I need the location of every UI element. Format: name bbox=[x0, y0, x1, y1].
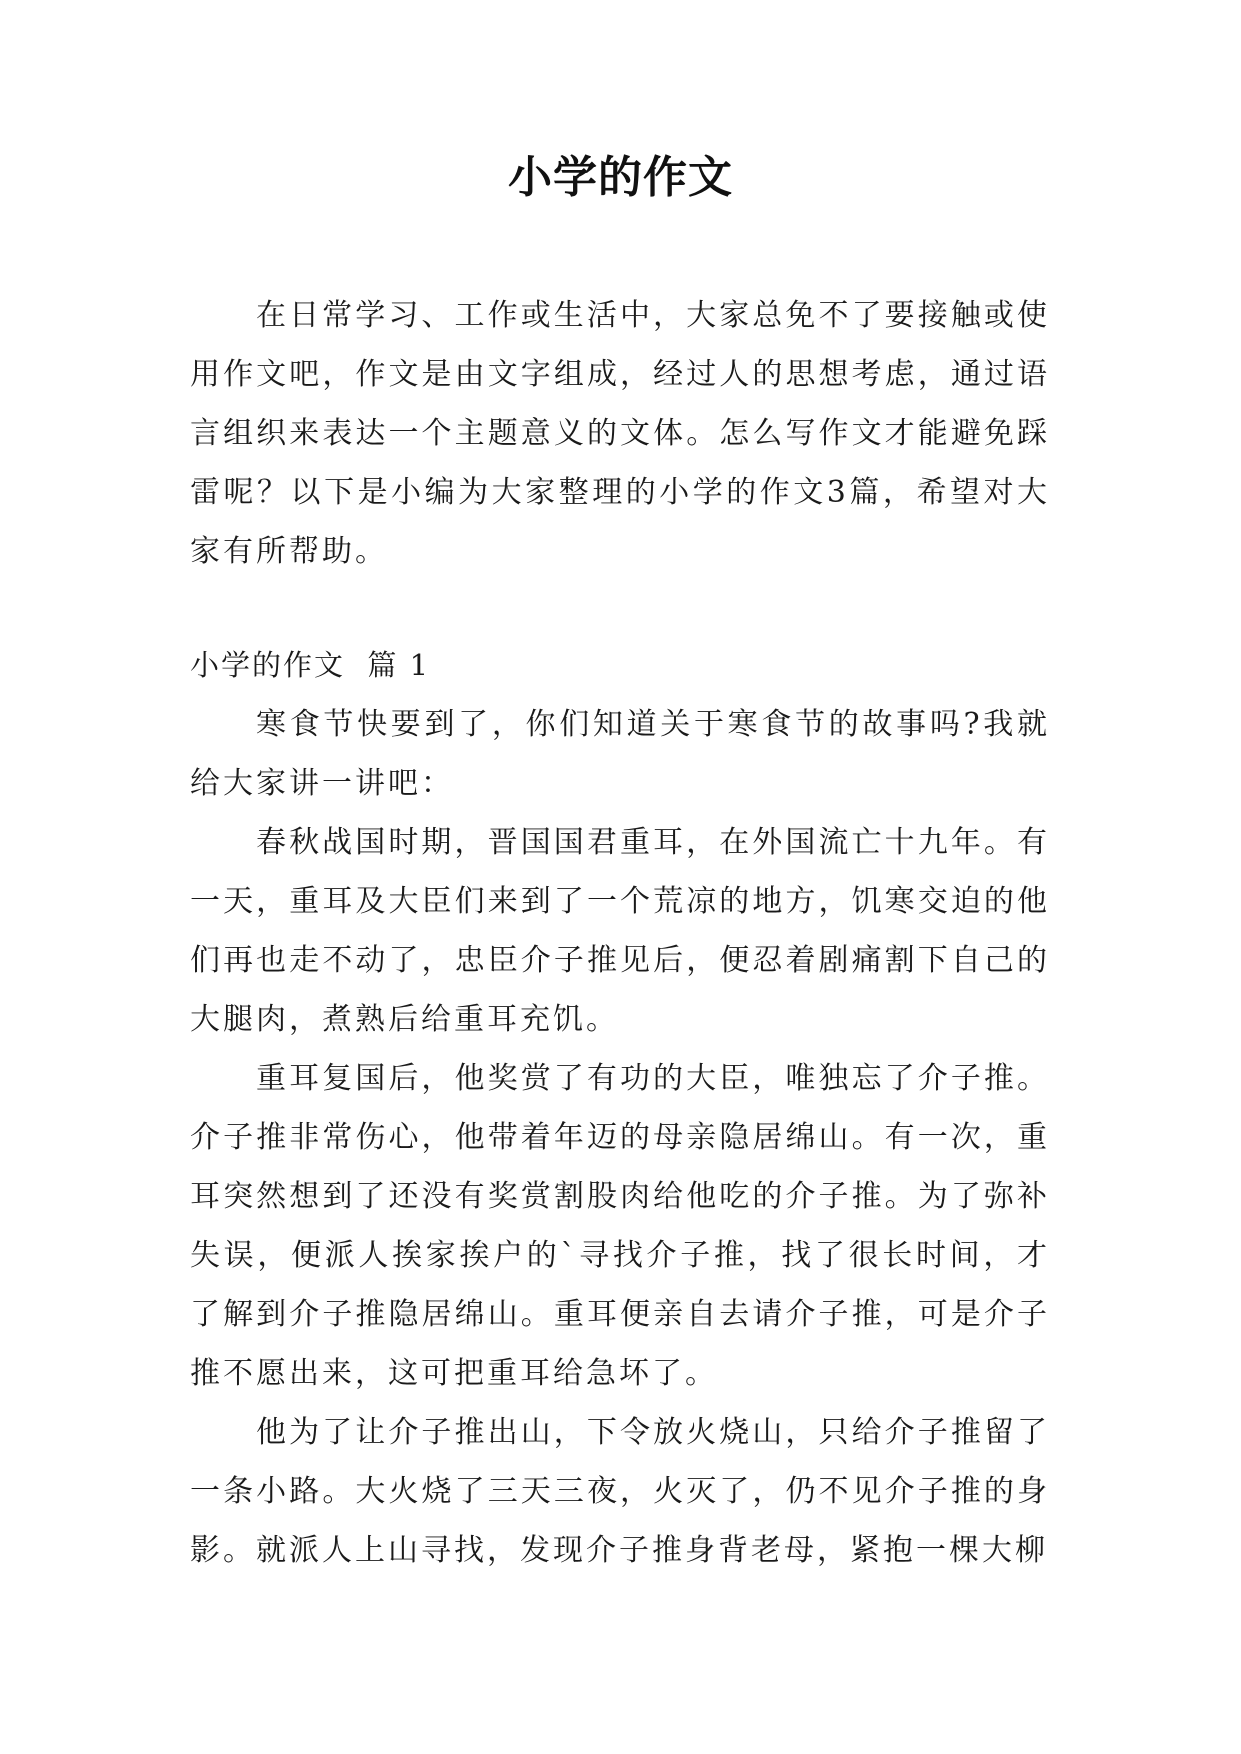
document-body bbox=[190, 286, 1050, 1580]
document-title: 小学的作文 bbox=[508, 152, 733, 203]
body-paragraph: 寒食节快要到了，你们知道关于寒食节的故事吗?我就给大家讲一讲吧： bbox=[190, 707, 1050, 801]
intro-paragraph: 在日常学习、工作或生活中，大家总免不了要接触或使用作文吧，作文是由文字组成，经过人的思想考虑，通过语言组织来表达一个主题意义的文体。怎么写作文才能避免踩雷呢？以下是小编为大家整理的小学的作文3篇，希望对大家有所帮助。 bbox=[190, 298, 1050, 569]
section-heading: 小学的作文 篇 1 bbox=[190, 648, 431, 682]
body-paragraph: 春秋战国时期，晋国国君重耳，在外国流亡十九年。有一天，重耳及大臣们来到了一个荒凉的地方，饥寒交迫的他们再也走不动了，忠臣介子推见后，便忍着剧痛割下自己的大腿肉，煮熟后给重耳充饥。 bbox=[190, 825, 1050, 1037]
body-paragraph: 重耳复国后，他奖赏了有功的大臣，唯独忘了介子推。介子推非常伤心，他带着年迈的母亲隐居绵山。有一次，重耳突然想到了还没有奖赏割股肉给他吃的介子推。为了弥补失误，便派人挨家挨户的`寻找介子推，找了很长时间，才了解到介子推隐居绵山。重耳便亲自去请介子推，可是介子推不愿出来，这可把重耳给急坏了。 bbox=[190, 1061, 1050, 1391]
body-paragraph: 他为了让介子推出山，下令放火烧山，只给介子推留了一条小路。大火烧了三天三夜，火灭了，仍不见介子推的身影。就派人上山寻找，发现介子推身背老母，紧抱一棵大柳 bbox=[190, 1415, 1050, 1568]
